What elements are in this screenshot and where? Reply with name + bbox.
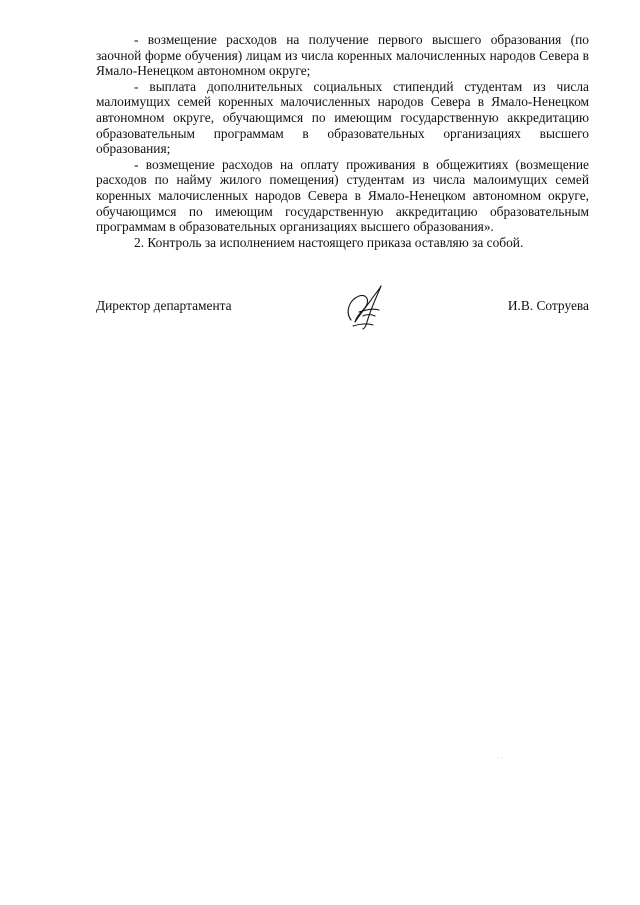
signature-block [96,290,589,330]
scan-speck [497,757,505,759]
document-body [96,32,589,250]
signatory-title: Директор департамента [96,298,232,313]
signatory-name: И.В. Сотруева [507,298,589,313]
paragraph-additional-social-scholarships: - выплата дополнительных социальных стипендий студентам из числа малоимущих семей коренных малочисленных народов Севера в Ямало-Ненецком автономном округе, обучающимся по имеющим государственную аккредитацию образовательным программам в образовательных организациях высшего образования; [96,78,589,157]
handwritten-signature [341,282,389,332]
paragraph-control-clause: 2. Контроль за исполнением настоящего приказа оставляю за собой. [134,234,524,250]
paragraph-dormitory-reimbursement: - возмещение расходов на оплату проживания в общежитиях (возмещение расходов по найму жилого помещения) студентам из числа малоимущих семей коренных малочисленных народов Севера в Ямало-Ненецком автономном округе, обучающимся по имеющим государственную аккредитацию образовательным программам в образовательных организациях высшего образования». [96,156,589,235]
paragraph-reimbursement-first-higher-education: - возмещение расходов на получение первого высшего образования (по заочной форме обучения) лицам из числа коренных малочисленных народов Севера в Ямало-Ненецком автономном округе; [96,32,589,79]
